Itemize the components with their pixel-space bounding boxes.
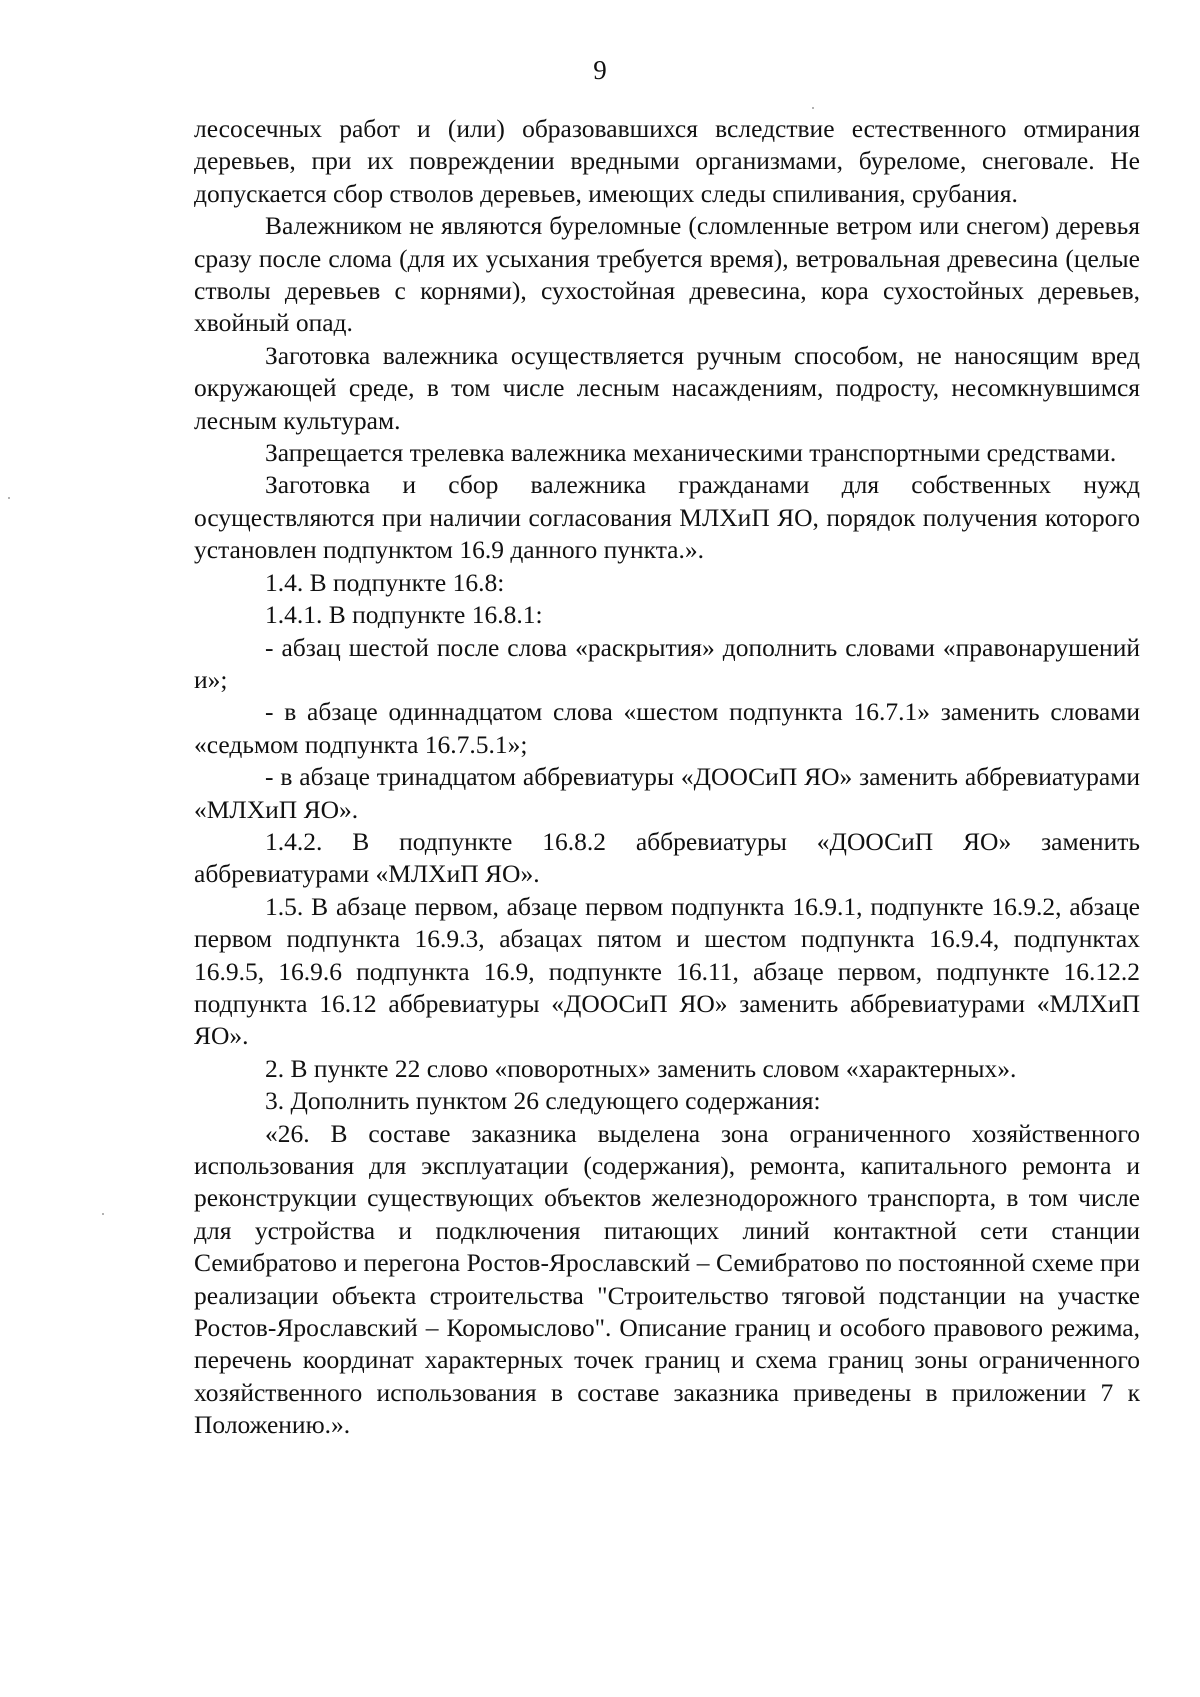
paragraph: лесосечных работ и (или) образовавшихся вследствие естественного отмирания деревьев, при их повреждении вредными организмами, буреломе, снеговале. Не допускается сбор стволов деревьев, имеющих следы спиливания, срубания. <box>194 114 1140 208</box>
paragraph: «26. В составе заказника выделена зона ограниченного хозяйственного использования для эксплуатации (содержания), ремонта, капитального ремонта и реконструкции существующих объектов железнодорожного транспорта, в том числе для устройства и подключения питающих линий контактной сети станции Семибратово и перегона Ростов-Ярославский – Семибратово по постоянной схеме при реализации объекта строительства "Строительство тяговой подстанции на участке Ростов-Ярославский – Коромыслово". Описание границ и особого правового режима, перечень координат характерных точек границ и схема границ зоны ограниченного хозяйственного использования в составе заказника приведены в приложении 7 к Положению.». <box>194 1118 1140 1440</box>
scan-speck <box>812 107 814 109</box>
scan-speck <box>102 1213 104 1215</box>
page-number: 9 <box>593 55 607 85</box>
paragraph: 1.5. В абзаце первом, абзаце первом подпункта 16.9.1, подпункте 16.9.2, абзаце первом подпункта 16.9.3, абзацах пятом и шестом подпункта 16.9.4, подпунктах 16.9.5, 16.9.6 подпункта 16.9, подпункте 16.11, абзаце первом, подпункте 16.12.2 подпункта 16.12 аббревиатуры «ДООСиП ЯО» заменить аббревиатурами «МЛХиП ЯО». <box>194 891 1140 1051</box>
paragraph: 2. В пункте 22 слово «поворотных» заменить словом «характерных». <box>265 1053 1017 1083</box>
paragraph: Запрещается трелевка валежника механическими транспортными средствами. <box>265 438 1117 468</box>
paragraph: 1.4.1. В подпункте 16.8.1: <box>265 600 543 630</box>
paragraph: 3. Дополнить пунктом 26 следующего содержания: <box>265 1086 821 1116</box>
paragraph: - абзац шестой после слова «раскрытия» дополнить словами «правонарушений и»; <box>194 632 1140 694</box>
paragraph: 1.4. В подпункте 16.8: <box>265 567 505 597</box>
paragraph: Валежником не являются буреломные (сломленные ветром или снегом) деревья сразу после слома (для их усыхания требуется время), ветровальная древесина (целые стволы деревьев с корнями), сухостойная древесина, кора сухостойных деревьев, хвойный опад. <box>194 211 1140 338</box>
document-body <box>194 113 1140 1442</box>
paragraph: Заготовка и сбор валежника гражданами для собственных нужд осуществляются при наличии согласования МЛХиП ЯО, порядок получения которого установлен подпунктом 16.9 данного пункта.». <box>194 470 1140 565</box>
scan-speck <box>8 497 10 499</box>
paragraph: - в абзаце тринадцатом аббревиатуры «ДООСиП ЯО» заменить аббревиатурами «МЛХиП ЯО». <box>194 762 1140 824</box>
paragraph: Заготовка валежника осуществляется ручным способом, не наносящим вред окружающей среде, в том числе лесным насаждениям, подросту, несомкнувшимся лесным культурам. <box>194 340 1140 435</box>
paragraph: - в абзаце одиннадцатом слова «шестом подпункта 16.7.1» заменить словами «седьмом подпункта 16.7.5.1»; <box>194 697 1140 759</box>
paragraph: 1.4.2. В подпункте 16.8.2 аббревиатуры «ДООСиП ЯО» заменить аббревиатурами «МЛХиП ЯО». <box>194 826 1140 889</box>
